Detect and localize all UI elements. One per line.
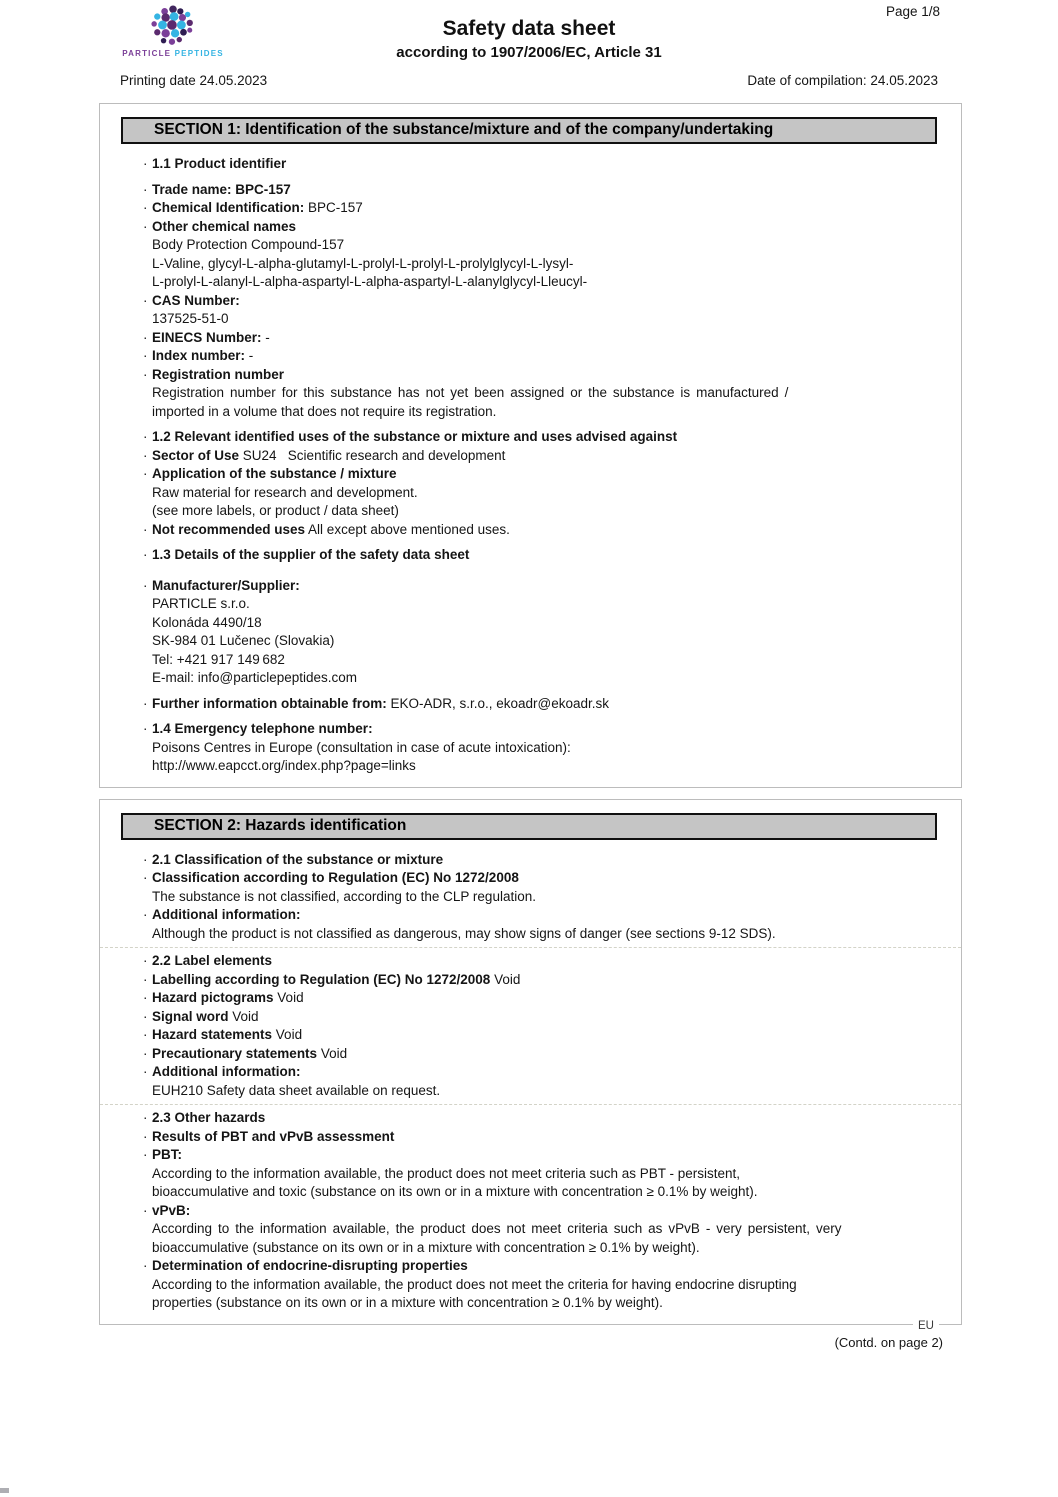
line-label: Chemical Identification:: [152, 200, 305, 215]
doc-line: [144, 1202, 937, 1221]
bullet-dot: ·: [143, 1027, 148, 1042]
line-text: Void: [272, 1027, 303, 1042]
section-1-title: SECTION 1: Identification of the substance/mixture and of the company/undertaking: [154, 121, 774, 138]
dashed-divider: [100, 947, 961, 948]
bullet-dot: ·: [143, 971, 148, 987]
doc-line: [144, 1276, 937, 1295]
doc-line: [144, 669, 937, 688]
line-text: SK-984 01 Lučenec (Slovakia): [152, 633, 335, 648]
section-1-header-bar: [121, 117, 937, 144]
section-2-box: [99, 799, 962, 1332]
line-text: properties (substance on its own or in a mixture with concentration ≥ 0.1% by weight).: [152, 1295, 663, 1310]
doc-line: [144, 428, 937, 447]
line-label: Additional information:: [152, 1064, 301, 1079]
line-text: BPC-157: [304, 200, 363, 215]
line-text: E-mail: info@particlepeptides.com: [152, 670, 358, 685]
doc-line: [144, 757, 937, 776]
bullet-dot: ·: [143, 348, 148, 363]
bullet-dot: ·: [143, 547, 148, 562]
line-label: 2.3 Other hazards: [152, 1110, 266, 1125]
doc-line: [144, 347, 937, 366]
line-label: Sector of Use: [152, 447, 240, 463]
section-separator: [99, 788, 962, 799]
scan-artifact: [0, 1488, 9, 1493]
line-text: Registration number for this substance has not yet been assigned or the substance is manufactured /: [152, 385, 789, 400]
line-text: Kolonáda 4490/18: [152, 614, 262, 630]
line-text: The substance is not classified, according to the CLP regulation.: [152, 888, 536, 904]
doc-line: [144, 1294, 937, 1313]
line-text: EUH210 Safety data sheet available on request.: [152, 1082, 441, 1098]
doc-line: [144, 181, 937, 200]
doc-line: [144, 720, 937, 739]
line-text: Void: [490, 971, 521, 987]
line-text: PARTICLE s.r.o.: [152, 596, 250, 611]
bullet-dot: ·: [143, 292, 148, 308]
doc-line: [144, 155, 937, 174]
doc-line: [144, 739, 937, 758]
line-text: Tel: +421 917 149 682: [152, 651, 285, 667]
doc-line: [144, 888, 937, 907]
line-label: CAS Number:: [152, 292, 240, 308]
doc-line: [144, 971, 937, 990]
bullet-dot: ·: [143, 577, 148, 593]
doc-line: [144, 236, 937, 255]
doc-line: [144, 906, 937, 925]
line-text: Void: [273, 990, 304, 1005]
bullet-dot: ·: [143, 695, 148, 711]
line-text: According to the information available, the product does not meet criteria such as vPvB - very persistent, very: [152, 1221, 842, 1236]
line-text: According to the information available, the product does not meet criteria such as PBT - persistent,: [152, 1165, 741, 1181]
line-label: vPvB:: [152, 1202, 191, 1218]
doc-line: [144, 521, 937, 540]
doc-line: [144, 292, 937, 311]
line-text: According to the information available, the product does not meet the criteria for having endocrine disrupting: [152, 1276, 797, 1292]
line-text: http://www.eapcct.org/index.php?page=links: [152, 758, 416, 773]
line-text: Raw material for research and development.: [152, 484, 418, 500]
doc-line: [144, 651, 937, 670]
bullet-dot: ·: [143, 1064, 148, 1079]
bullet-dot: ·: [143, 1110, 148, 1125]
line-text: Void: [228, 1008, 259, 1024]
line-label: Index number:: [152, 348, 246, 363]
bullet-dot: ·: [143, 1202, 148, 1218]
line-label: Classification according to Regulation (EC) No 1272/2008: [152, 870, 519, 885]
doc-line: [144, 546, 937, 565]
doc-line: [144, 484, 937, 503]
doc-line: [144, 869, 937, 888]
line-text: All except above mentioned uses.: [305, 521, 510, 537]
line-label: Trade name: BPC-157: [152, 181, 291, 197]
line-text: EKO-ADR, s.r.o., ekoadr@ekoadr.sk: [386, 695, 610, 711]
doc-line: [144, 384, 937, 403]
line-label: Additional information:: [152, 907, 301, 922]
bullet-dot: ·: [143, 200, 148, 215]
doc-title: Safety data sheet: [442, 17, 616, 40]
page-number: Page 1/8: [885, 4, 940, 19]
doc-line: [144, 851, 937, 870]
bullet-dot: ·: [143, 447, 148, 463]
doc-line: [144, 255, 937, 274]
contd-note: (Contd. on page 2): [834, 1334, 943, 1350]
doc-line: [144, 614, 937, 633]
bullet-dot: ·: [143, 953, 148, 968]
line-text: -: [245, 348, 254, 363]
doc-line: [144, 1082, 937, 1101]
line-label: Further information obtainable from:: [152, 695, 387, 711]
line-label: 2.1 Classification of the substance or mixture: [152, 851, 444, 867]
section-2-header-bar: [121, 813, 937, 840]
doc-line: [144, 1109, 937, 1128]
doc-line: [144, 695, 937, 714]
line-label: Manufacturer/Supplier:: [152, 577, 300, 593]
bullet-dot: ·: [143, 218, 148, 234]
bullet-dot: ·: [143, 1128, 148, 1144]
doc-line: [144, 1220, 937, 1239]
doc-line: [144, 502, 937, 521]
bullet-dot: ·: [143, 1258, 148, 1273]
line-label: Determination of endocrine-disrupting properties: [152, 1258, 468, 1273]
doc-line: [144, 1257, 937, 1276]
bullet-dot: ·: [143, 1008, 148, 1024]
line-text: SU24 Scientific research and development: [239, 447, 506, 463]
line-label: Not recommended uses: [152, 521, 306, 537]
line-text: Body Protection Compound-157: [152, 237, 345, 252]
compilation-date: Date of compilation: 24.05.2023: [747, 73, 938, 88]
bullet-dot: ·: [143, 851, 148, 867]
doc-line: [144, 1183, 937, 1202]
bullet-dot: ·: [143, 429, 148, 444]
doc-line: [144, 1128, 937, 1147]
bullet-dot: ·: [143, 366, 148, 382]
date-row: [120, 73, 938, 88]
line-text: -: [261, 329, 270, 345]
bullet-dot: ·: [143, 870, 148, 885]
bullet-dot: ·: [143, 466, 148, 481]
doc-line: [144, 577, 937, 596]
line-text: (see more labels, or product / data sheet): [152, 503, 399, 518]
line-text: L-prolyl-L-alanyl-L-alpha-aspartyl-L-alpha-aspartyl-L-alanylglycyl-Lleucyl-: [152, 274, 588, 289]
section-2-title: SECTION 2: Hazards identification: [154, 816, 407, 834]
line-label: 1.1 Product identifier: [152, 156, 287, 171]
section-1-box: [99, 103, 962, 788]
doc-line: [144, 366, 937, 385]
line-label: 1.3 Details of the supplier of the safety data sheet: [152, 547, 470, 562]
doc-line: [144, 595, 937, 614]
line-label: Labelling according to Regulation (EC) No 1272/2008: [152, 971, 491, 987]
line-label: Other chemical names: [152, 218, 297, 234]
line-text: bioaccumulative and toxic (substance on its own or in a mixture with concentration ≥ 0.1% by weight).: [152, 1184, 758, 1199]
bullet-dot: ·: [143, 329, 148, 345]
document-body: [99, 103, 962, 1350]
bullet-dot: ·: [143, 1045, 148, 1061]
line-text: Void: [317, 1045, 348, 1061]
line-label: PBT:: [152, 1147, 182, 1162]
doc-line: [144, 310, 937, 329]
eu-region-label: EU: [913, 1320, 939, 1332]
line-text: 137525-51-0: [152, 311, 229, 326]
doc-line: [144, 447, 937, 466]
document-header: [0, 17, 1058, 61]
doc-line: [144, 465, 937, 484]
doc-line: [144, 952, 937, 971]
line-label: Application of the substance / mixture: [152, 466, 397, 481]
line-text: imported in a volume that does not require its registration.: [152, 403, 497, 419]
doc-line: [144, 925, 937, 944]
line-label: EINECS Number:: [152, 329, 262, 345]
line-label: Registration number: [152, 366, 285, 382]
bullet-dot: ·: [143, 907, 148, 922]
doc-line: [144, 1146, 937, 1165]
line-label: Signal word: [152, 1008, 229, 1024]
doc-line: [144, 218, 937, 237]
bullet-dot: ·: [143, 1147, 148, 1162]
line-text: Although the product is not classified as dangerous, may show signs of danger (see sections 9-12 SDS).: [152, 925, 776, 941]
doc-line: [144, 1026, 937, 1045]
line-label: Hazard statements: [152, 1027, 273, 1042]
bullet-dot: ·: [143, 181, 148, 197]
doc-line: [144, 989, 937, 1008]
line-label: Hazard pictograms: [152, 990, 274, 1005]
doc-line: [144, 199, 937, 218]
doc-subtitle: according to 1907/2006/EC, Article 31: [396, 44, 662, 61]
doc-line: [144, 1008, 937, 1027]
section-1-content: [100, 144, 961, 776]
printing-date: Printing date 24.05.2023: [120, 73, 268, 88]
line-label: 2.2 Label elements: [152, 953, 273, 968]
doc-line: [144, 632, 937, 651]
doc-line: [144, 1165, 937, 1184]
bullet-dot: ·: [143, 990, 148, 1005]
line-label: 1.4 Emergency telephone number:: [152, 721, 373, 736]
brand-text-particle: PARTICLE: [122, 49, 172, 58]
doc-line: [144, 329, 937, 348]
bullet-dot: ·: [143, 721, 148, 736]
doc-line: [144, 403, 937, 422]
doc-line: [144, 1063, 937, 1082]
line-label: Precautionary statements: [152, 1045, 318, 1061]
line-text: L-Valine, glycyl-L-alpha-glutamyl-L-prolyl-L-prolyl-L-prolylglycyl-L-lysyl-: [152, 255, 574, 271]
brand-text-peptides: PEPTIDES: [174, 49, 224, 58]
line-text: bioaccumulative (substance on its own or in a mixture with concentration ≥ 0.1% by weight).: [152, 1239, 700, 1255]
line-label: Results of PBT and vPvB assessment: [152, 1128, 395, 1144]
doc-line: [144, 1045, 937, 1064]
doc-line: [144, 273, 937, 292]
line-text: Poisons Centres in Europe (consultation in case of acute intoxication):: [152, 739, 571, 755]
dashed-divider: [100, 1104, 961, 1105]
bullet-dot: ·: [143, 156, 148, 171]
doc-line: [144, 1239, 937, 1258]
line-label: 1.2 Relevant identified uses of the substance or mixture and uses advised against: [152, 429, 678, 444]
bullet-dot: ·: [143, 521, 148, 537]
section-2-content: [100, 840, 961, 1313]
